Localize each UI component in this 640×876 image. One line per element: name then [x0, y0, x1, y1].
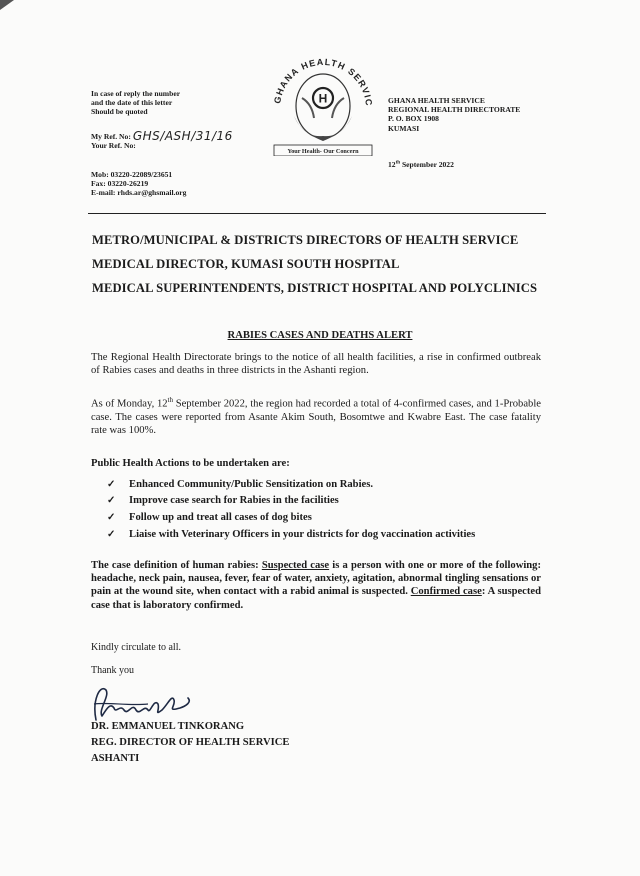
logo-arc-text: GHANA HEALTH SERVIC: [272, 56, 375, 108]
signatory-region: ASHANTI: [91, 753, 140, 764]
letter-title: RABIES CASES AND DEATHS ALERT: [227, 330, 413, 341]
svg-text:H: H: [318, 91, 328, 106]
reply-note-line: and the date of this letter: [91, 98, 173, 108]
my-ref-value: GHS/ASH/31/16: [132, 129, 233, 143]
corner-mark: [0, 0, 20, 14]
your-ref-label: Your Ref. No:: [91, 141, 136, 150]
cases-text-end: September 2022, the region had recorded a total of 4-confirmed cases, and 1-Probable case. The cases were reported from Asante Akim South, Bosomtwe and Kwabre East. The case fatality rate was 100%.: [91, 398, 541, 436]
signatory-name: DR. EMMANUEL TINKORANG: [91, 721, 245, 732]
list-item: [107, 476, 475, 493]
list-item: [107, 493, 475, 510]
mobile-number: Mob: 03220-22089/23651: [91, 170, 173, 179]
logo-tagline: Your Health- Our Concern: [287, 148, 359, 155]
actions-heading: Public Health Actions to be undertaken are:: [91, 458, 290, 469]
closing-circulate: Kindly circulate to all.: [91, 642, 181, 653]
list-item: [107, 526, 475, 543]
suspected-case-text: is a person with one or more of the following: headache, neck pain, nausea, fever, fear of water, anxiety, agitation, abnormal tingling sensations or pain at the wound site, when contact with a rabid animal is suspected.: [91, 560, 541, 598]
contact-block: [91, 170, 241, 198]
check-icon: ✓: [107, 528, 116, 540]
reply-note-line: In case of reply the number: [91, 89, 181, 98]
action-text: Liaise with Veterinary Officers in your districts for dog vaccination activities: [129, 528, 476, 540]
list-item: [107, 509, 475, 526]
action-text: Enhanced Community/Public Sensitization on Rabies.: [129, 478, 373, 490]
check-icon: ✓: [107, 495, 116, 507]
confirmed-case-text: : A suspected case that is laboratory confirmed.: [91, 586, 542, 611]
letter-date: [388, 160, 454, 169]
paragraph-notice: The Regional Health Directorate brings to the notice of all health facilities, a rise in confirmed outbreak of Rabies cases and deaths in three districts in the Ashanti region.: [91, 352, 541, 377]
addressee-line: MEDICAL SUPERINTENDENTS, DISTRICT HOSPITAL AND POLYCLINICS: [92, 281, 538, 295]
fax-number: Fax: 03220-26219: [91, 179, 149, 189]
confirmed-case-label: Confirmed case: [410, 586, 482, 598]
date-day: 12: [388, 160, 396, 169]
email-address: E-mail: rhds.ar@ghsmail.org: [91, 188, 187, 198]
reply-note-line: Should be quoted: [91, 107, 148, 117]
reference-block: [91, 131, 261, 150]
addressee-line: MEDICAL DIRECTOR, KUMASI SOUTH HOSPITAL: [92, 257, 400, 271]
reply-note: [91, 89, 241, 117]
date-suffix: th: [395, 160, 401, 166]
action-text: Improve case search for Rabies in the facilities: [129, 495, 339, 507]
signature-image: [88, 680, 198, 724]
org-line: P. O. BOX 1908: [388, 114, 439, 124]
definition-lead: The case definition of human rabies:: [91, 560, 262, 571]
ghana-health-service-logo: [268, 38, 378, 156]
date-rest: September 2022: [400, 160, 454, 169]
actions-list: [107, 476, 475, 542]
paragraph-cases: [91, 394, 541, 437]
my-ref-line: [91, 131, 261, 141]
signatory-block: [91, 719, 290, 767]
org-line: REGIONAL HEALTH DIRECTORATE: [388, 105, 521, 115]
org-line: KUMASI: [388, 123, 420, 133]
header-divider: [88, 213, 546, 214]
cases-date-suffix: th: [167, 396, 173, 404]
addressee-line: METRO/MUNICIPAL & DISTRICTS DIRECTORS OF HEALTH SERVICE: [92, 233, 519, 247]
org-line: GHANA HEALTH SERVICE: [388, 96, 485, 105]
action-text: Follow up and treat all cases of dog bites: [129, 511, 312, 523]
my-ref-label: My Ref. No:: [91, 131, 131, 141]
cases-text-start: As of Monday, 12: [91, 398, 168, 410]
signatory-title: REG. DIRECTOR OF HEALTH SERVICE: [91, 737, 290, 748]
closing-thanks: Thank you: [91, 665, 135, 676]
check-icon: ✓: [107, 511, 116, 523]
paragraph-case-definition: [91, 559, 541, 612]
suspected-case-label: Suspected case: [261, 560, 330, 571]
check-icon: ✓: [107, 478, 116, 490]
organisation-address: [388, 96, 588, 133]
